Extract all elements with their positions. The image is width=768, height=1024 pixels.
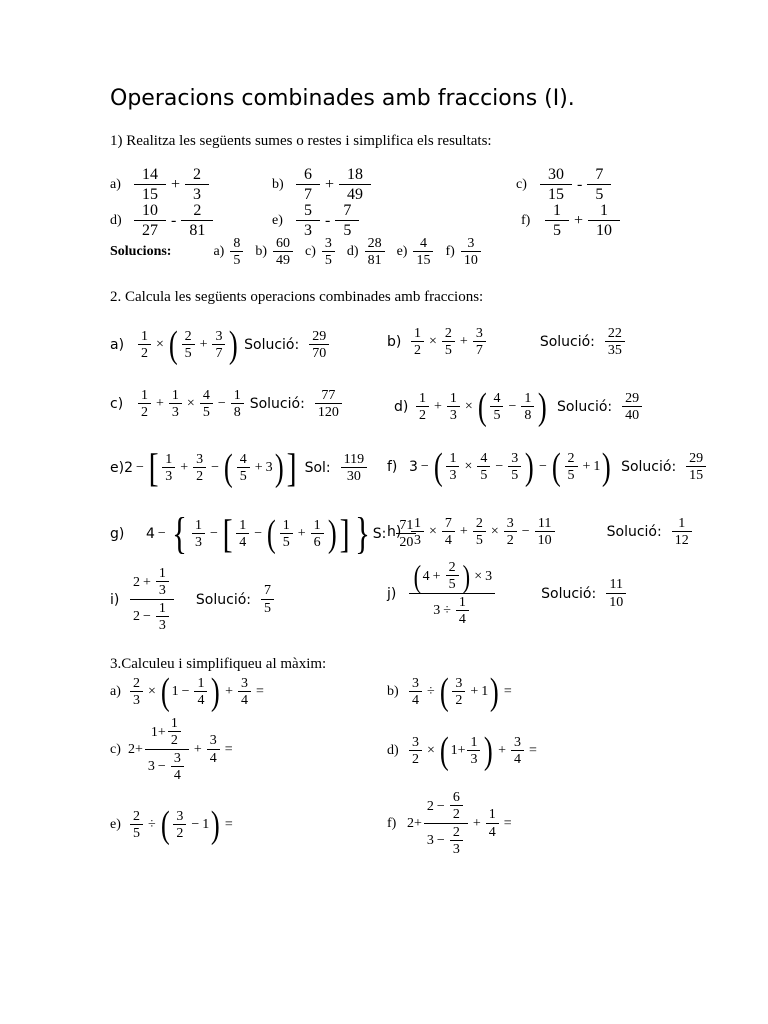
s2-item-i: i) 2 + $\frac{1}{3}$ 2 − $\frac{1}{3}$ Solució: $\frac{7}{5}$ <box>110 566 276 634</box>
s2-item-a: a) $\frac{1}{2}$ × ( $\frac{2}{5}$ + $\frac{3}{7}$ ) Solució: $\frac{29}{70}$ <box>110 326 331 364</box>
s3-item-e: e) $\frac{2}{5}$ ÷ ( $\frac{3}{2}$ − 1 ) = <box>110 804 233 846</box>
section1-instruction: 1) Realitza les següents sumes o restes i simplifica els resultats: <box>110 133 492 149</box>
s2-item-f: f) 3 − ( $\frac{1}{3}$ × $\frac{4}{5}$ − $\frac{3}{5}$ ) − ( $\frac{2}{5}$ + 1 ) Solució: $\frac{29}{15}$ <box>387 448 708 486</box>
s3-item-a: a) $\frac{2}{3}$ × ( 1 − $\frac{1}{4}$ ) + $\frac{3}{4}$ = <box>110 671 264 713</box>
section2-instruction: 2. Calcula les següents operacions combinades amb fraccions: <box>110 289 484 305</box>
page-title: Operacions combinades amb fraccions (I). <box>110 86 575 111</box>
s2-item-h: h) $\frac{1}{3}$ × $\frac{7}{4}$ + $\frac{2}{5}$ × $\frac{3}{2}$ − $\frac{11}{10}$ Solució: $\frac{1}{12}$ <box>387 516 694 549</box>
s1-item-a: a) $\frac{14}{15}$ + $\frac{2}{3}$ <box>110 166 211 203</box>
s1-solutions: Solucions: a) $\frac{8}{5}$ b) $\frac{60}{49}$ c) $\frac{3}{5}$ d) $\frac{28}{81}$ e) $\frac{4}{15}$ f) $\frac{3}{10}$ <box>110 236 493 269</box>
s3-item-d: d) $\frac{3}{2}$ × ( 1+ $\frac{1}{3}$ ) + $\frac{3}{4}$ = <box>387 730 537 772</box>
s2-item-j: j) ( 4 + $\frac{2}{5}$ ) × 3 3 ÷ $\frac{1}{4}$ Solució: $\frac{11}{10}$ <box>387 560 628 628</box>
s2-item-c: c) $\frac{1}{2}$ + $\frac{1}{3}$ × $\frac{4}{5}$ − $\frac{1}{8}$ Solució: $\frac{77}{120}$ <box>110 388 344 421</box>
s1-item-c: c) $\frac{30}{15}$ - $\frac{7}{5}$ <box>516 166 613 203</box>
s1-item-b: b) $\frac{6}{7}$ + $\frac{18}{49}$ <box>272 166 373 203</box>
s2-item-b: b) $\frac{1}{2}$ × $\frac{2}{5}$ + $\frac{3}{7}$ Solució: $\frac{22}{35}$ <box>387 326 627 359</box>
s2-item-d: d) $\frac{1}{2}$ + $\frac{1}{3}$ × ( $\frac{4}{5}$ − $\frac{1}{8}$ ) Solució: $\frac{29}{40}$ <box>394 388 644 426</box>
section3-instruction: 3.Calculeu i simplifiqueu al màxim: <box>110 656 327 672</box>
s1-item-d: d) $\frac{10}{27}$ - $\frac{2}{81}$ <box>110 202 215 239</box>
solutions-label: Solucions: <box>110 244 172 260</box>
s1-item-e: e) $\frac{5}{3}$ - $\frac{7}{5}$ <box>272 202 361 239</box>
s2-item-e: e) 2 − [ $\frac{1}{3}$ + $\frac{3}{2}$ − ( $\frac{4}{5}$ + 3 ) ] Sol: $\frac{119}{30}$ <box>110 448 369 488</box>
s1-item-f: f) $\frac{1}{5}$ + $\frac{1}{10}$ <box>521 202 622 239</box>
s3-item-f: f) 2+ 2 − $\frac{6}{2}$ 3 − $\frac{2}{3}$ + $\frac{1}{4}$ = <box>387 790 512 858</box>
s3-item-c: c) 2+ 1+ $\frac{1}{2}$ 3 − $\frac{3}{4}$ + $\frac{3}{4}$ = <box>110 716 233 784</box>
s3-item-b: b) $\frac{3}{4}$ ÷ ( $\frac{3}{2}$ + 1 ) = <box>387 671 512 713</box>
s2-item-g: g) 4 − { $\frac{1}{3}$ − [ $\frac{1}{4}$ − ( $\frac{1}{5}$ + $\frac{1}{6}$ ) ] } S: $\frac{71}{20}$ <box>110 512 418 556</box>
